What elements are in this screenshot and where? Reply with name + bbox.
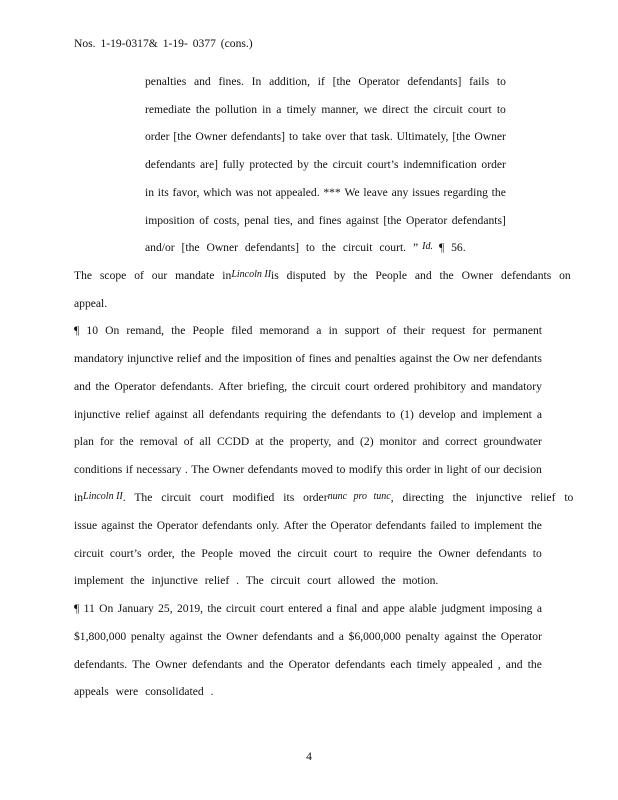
word: fines [308,352,332,365]
word: Ow [453,352,470,365]
word: a [276,103,282,116]
word: The [191,463,210,476]
word: the [138,519,153,532]
word: On [105,324,120,337]
word: our [484,463,500,476]
word: a [316,324,322,337]
word: mandatory [492,380,542,393]
scope-text-after: is disputed by the People and the Owner defendants on [271,269,571,282]
para10-line [74,408,542,421]
word: moved [239,547,271,560]
word: circuit [310,380,341,393]
word: court [467,103,492,116]
word: In [251,75,262,88]
word: task. [371,130,393,143]
word: defendants [476,547,527,560]
word: removal [139,435,178,448]
word: defendants [491,352,542,365]
word: of [471,463,481,476]
quote-line [145,130,506,143]
word: a [326,602,332,615]
word: against [101,519,135,532]
word: pollution [215,103,257,116]
para11-line [74,658,542,671]
word: of [199,214,209,227]
word: defendants [192,658,243,671]
word: support [344,324,380,337]
word: imposing [489,602,533,615]
word: and [505,658,523,671]
word: January [117,602,154,615]
word: if [125,463,133,476]
word: against [169,630,203,643]
word: appe [382,602,405,615]
word: defendants] [230,130,286,143]
word: Owner [474,130,506,143]
word: this [385,463,403,476]
word: relief [125,408,150,421]
word: against [444,630,478,643]
word: their [403,324,425,337]
word: leave [363,186,388,199]
word: and [460,408,478,421]
word: order [406,463,431,476]
scope-line-2: appeal. [74,297,108,310]
word: the [291,380,306,393]
word: indemnification [403,158,477,171]
word: its [157,186,169,199]
word: all [199,435,212,448]
word: the [195,103,210,116]
word: [the [173,130,192,143]
word: defendants [375,519,427,532]
word: 11 [83,602,95,615]
word: against [154,408,188,421]
quote-last-line [145,241,506,254]
word: Operator [330,519,372,532]
word: over [325,130,346,143]
word: ner [473,352,489,365]
word: [the [332,75,351,88]
word: plan [74,435,94,448]
word: by [297,158,309,171]
case-name-lincoln-ii: Lincoln II [83,491,123,502]
word: monitor [379,435,417,448]
word: and [297,214,315,227]
word: judgment [441,602,485,615]
word: and [247,658,265,671]
word: ties, [273,214,293,227]
para10-line [74,547,542,560]
word: issue [74,519,98,532]
quote-line [145,158,506,171]
word: remediate [145,103,191,116]
word: final [336,602,358,615]
word: order [481,158,506,171]
word: defendants. [74,658,128,671]
word: court’s [109,547,142,560]
word: the [527,658,542,671]
word: not [256,186,272,199]
word: request [431,324,466,337]
word: appealed [451,658,493,671]
scope-text-before: The scope of our mandate in [74,269,232,282]
word: implement [482,408,532,421]
word: failed [430,519,457,532]
word: are] [199,158,218,171]
word: . [184,463,188,476]
word: Owner [212,463,245,476]
word: appealed. [275,186,320,199]
word: costs, [213,214,240,227]
word: the [171,324,186,337]
word: for [99,435,114,448]
word: 2019, [176,602,204,615]
word: for [472,324,486,337]
word: to [386,408,396,421]
word: to [288,130,298,143]
word: People [192,324,225,337]
word: in [262,103,272,116]
word: defendants [334,658,386,671]
word: court’s [366,158,399,171]
word: the [277,547,292,560]
word: court [345,380,369,393]
word: protected [249,158,293,171]
word: [the [383,214,402,227]
word: $6,000,000 [348,630,401,643]
word: in [145,186,155,199]
para10-line [74,435,542,448]
para10-text-after: , directing the injunctive relief to [390,491,574,504]
word: and [361,602,379,615]
word: the [311,408,327,421]
word: the [312,519,327,532]
citation-pin: ¶ 56. [438,241,466,254]
word: Operator [358,75,400,88]
word: circuit [332,158,363,171]
word: develop [418,408,456,421]
word: the [269,658,284,671]
word: a [338,630,344,643]
word: light [446,463,468,476]
word: and [337,435,355,448]
word: defendants] [451,214,506,227]
word: against [345,214,379,227]
quote-line [145,103,506,116]
word: The [132,658,151,671]
word: mandatory [74,352,124,365]
word: the [207,630,222,643]
word: the [313,158,328,171]
word: [the [452,130,471,143]
word: ¶ [74,324,80,337]
word: court [259,602,284,615]
word: modify [348,463,383,476]
word: Ultimately, [396,130,449,143]
word: the [224,352,240,365]
word: all [192,408,205,421]
word: Operator [114,380,156,393]
word: only. [256,519,280,532]
word: addition, [269,75,310,88]
word: circuit [225,602,256,615]
para10-line [74,352,542,365]
word: and [317,630,335,643]
word: and [193,75,211,88]
word: the [119,435,134,448]
word: the [180,547,196,560]
para10-line [74,463,542,476]
word: take [301,130,322,143]
word: imposition [145,214,195,227]
para10-line [74,324,542,337]
word: which [203,186,232,199]
word: defendants [209,408,260,421]
word: alable [409,602,437,615]
word: direct [382,103,409,116]
word: defendants] [407,75,462,88]
word: the [269,435,284,448]
word: injunctive [127,352,174,365]
word: Owner [195,130,227,143]
word: the [207,602,222,615]
word: decision [503,463,542,476]
word: *** [323,186,341,199]
docket-header: Nos. 1-19-0317& 1-19- 0377 (cons.) [74,37,253,50]
word: property, [289,435,332,448]
word: People [201,547,233,560]
word: ¶ [74,602,80,615]
word: On [99,602,114,615]
word: the [413,103,428,116]
word: We [344,186,360,199]
word: timely [416,658,447,671]
word: relief [176,352,202,365]
word: remand, [126,324,165,337]
para10-text-in: in [74,491,84,504]
word: in [433,463,443,476]
quote-line [145,186,506,199]
word: Owner [226,630,258,643]
word: defendants [331,408,382,421]
word: of [295,352,306,365]
word: implement [473,519,524,532]
word: filed [231,324,253,337]
word: each [390,658,412,671]
word: issues [412,186,440,199]
citation-id: Id. [422,241,433,252]
word: requiring [264,408,307,421]
word: defendants. [160,380,214,393]
word: defendants [202,519,253,532]
word: regarding [443,186,488,199]
word: prohibitory [413,380,467,393]
word: a [536,602,542,615]
word: injunctive [74,408,121,421]
word: conditions [74,463,123,476]
word: groundwater [483,435,542,448]
word: against [399,352,433,365]
word: circuit [297,547,328,560]
word: to [532,547,542,560]
word: penalties [354,352,396,365]
word: permanent [493,324,542,337]
word: defendants [247,463,298,476]
word: to [496,103,506,116]
para10-text-mid: . The circuit court modified its order [122,491,328,504]
word: favor, [172,186,200,199]
page-number: 4 [306,750,312,763]
word: Operator [156,519,198,532]
word: require [378,547,412,560]
para10-line [74,519,542,532]
word: penalties [145,75,187,88]
word: in [328,324,338,337]
latin-nunc-pro-tunc: nunc pro tunc [327,491,391,502]
word: Operator [500,630,542,643]
quote-last-text: and/or [the Owner defendants] to the circuit court. ” [145,241,419,254]
word: and [204,352,222,365]
word: $1,800,000 [74,630,127,643]
word: the [435,352,450,365]
word: briefing, [247,380,288,393]
word: and [422,435,440,448]
word: CCDD [217,435,250,448]
word: that [349,130,368,143]
word: memorand [259,324,310,337]
word: the [95,380,110,393]
word: if [317,75,325,88]
word: at [255,435,264,448]
case-name-lincoln-ii: Lincoln II [231,269,272,280]
word: of [386,324,397,337]
word: circuit [433,103,463,116]
word: defendants [145,158,196,171]
word: to [460,519,470,532]
word: After [283,519,308,532]
para10-line-7 [74,491,574,504]
word: Operator [288,658,330,671]
para10-line [74,380,542,393]
word: manner, [321,103,359,116]
scope-line-1 [74,269,571,282]
word: penalty [130,630,165,643]
word: Owner [155,658,187,671]
word: a [536,408,542,421]
word: imposition [242,352,293,365]
word: and [334,352,352,365]
word: necessary [136,463,182,476]
word: order, [147,547,175,560]
quote-line [145,214,506,227]
word: , [497,658,501,671]
word: fines [318,214,342,227]
word: timely [286,103,317,116]
word: (2) [360,435,374,448]
word: to [496,75,506,88]
word: fails [469,75,490,88]
word: the [481,630,497,643]
word: Owner [438,547,470,560]
word: to [336,463,346,476]
word: penalty [405,630,440,643]
word: was [235,186,254,199]
word: and [74,380,91,393]
para11-line [74,630,542,643]
para10-last-line: implement the injunctive relief . The circuit court allowed the motion. [74,574,439,587]
word: and [470,380,488,393]
word: the [527,519,542,532]
word: penal [244,214,270,227]
word: moved [301,463,333,476]
word: court [333,547,358,560]
word: the [491,186,506,199]
para11-line [74,602,542,615]
word: any [391,186,409,199]
word: 25, [158,602,173,615]
quote-line [145,75,506,88]
word: ordered [373,380,410,393]
word: defendants [262,630,313,643]
word: we [363,103,378,116]
word: Operator [406,214,448,227]
word: 10 [86,324,98,337]
word: (1) [400,408,414,421]
word: entered [288,602,323,615]
word: correct [445,435,478,448]
word: of [183,435,194,448]
word: After [218,380,243,393]
word: order [145,130,170,143]
word: fully [222,158,245,171]
word: circuit [74,547,104,560]
para11-last-line: appeals were consolidated . [74,685,214,698]
word: fines. [218,75,244,88]
word: to [363,547,373,560]
word: the [417,547,433,560]
